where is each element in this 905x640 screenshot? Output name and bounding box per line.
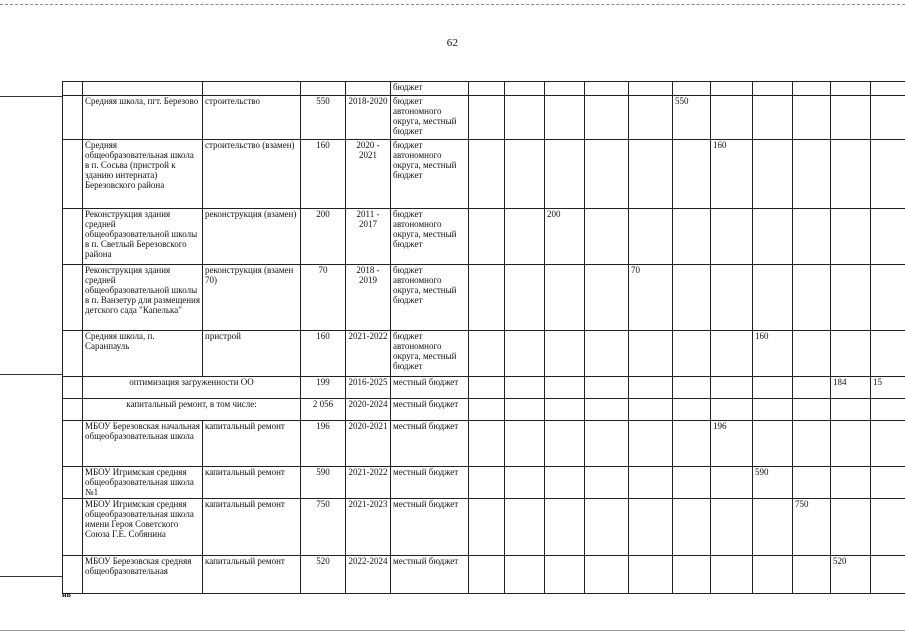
year-value	[585, 467, 629, 499]
year-value	[753, 556, 793, 594]
year-value	[673, 399, 711, 421]
left-margin-rule	[0, 374, 62, 375]
table-row	[63, 467, 905, 499]
year-value	[831, 421, 871, 467]
years: 2020 - 2021	[346, 140, 391, 209]
years: 2018-2020	[346, 96, 391, 140]
funding-source: местный бюджет	[391, 499, 469, 556]
year-value	[711, 399, 753, 421]
year-value	[711, 96, 753, 140]
year-value	[505, 331, 545, 377]
year-value	[793, 82, 831, 96]
years: 2016-2025	[346, 377, 391, 399]
section-title: оптимизация загруженности ОО	[83, 377, 301, 399]
year-value	[793, 556, 831, 594]
work-type: капитальный ремонт	[203, 467, 301, 499]
table-row	[63, 209, 905, 265]
year-value	[871, 467, 905, 499]
funding-source: бюджет автономного округа, местный бюджет	[391, 265, 469, 331]
year-value	[629, 209, 673, 265]
table-row	[63, 399, 905, 421]
year-value	[629, 467, 673, 499]
year-value	[545, 499, 585, 556]
year-value	[831, 331, 871, 377]
year-value	[629, 140, 673, 209]
year-value: 520	[831, 556, 871, 594]
capacity: 160	[301, 140, 346, 209]
year-value: 550	[673, 96, 711, 140]
year-value: 200	[545, 209, 585, 265]
year-value	[753, 209, 793, 265]
years: 2021-2022	[346, 467, 391, 499]
funding-source: бюджет автономного округа, местный бюджет	[391, 140, 469, 209]
year-value	[673, 421, 711, 467]
year-value	[545, 82, 585, 96]
work-type: пристрой	[203, 331, 301, 377]
year-value	[469, 209, 505, 265]
year-value	[793, 140, 831, 209]
year-value	[793, 96, 831, 140]
year-value	[545, 467, 585, 499]
year-value	[469, 556, 505, 594]
table-row	[63, 421, 905, 467]
funding-source: местный бюджет	[391, 399, 469, 421]
work-type: капитальный ремонт	[203, 421, 301, 467]
section-title: капитальный ремонт, в том числе:	[83, 399, 301, 421]
year-value	[505, 209, 545, 265]
year-value	[545, 331, 585, 377]
object-name: МБОУ Игримская средняя общеобразовательная школа имени Героя Советского Союза Г.Е. Собянина	[83, 499, 203, 556]
year-value	[871, 209, 905, 265]
year-value	[505, 140, 545, 209]
year-value	[673, 265, 711, 331]
year-value: 160	[753, 331, 793, 377]
year-value	[753, 399, 793, 421]
work-type: капитальный ремонт	[203, 556, 301, 594]
capacity	[301, 82, 346, 96]
year-value	[673, 556, 711, 594]
year-value	[629, 82, 673, 96]
index-cell	[63, 399, 83, 421]
year-value	[469, 140, 505, 209]
year-value	[585, 377, 629, 399]
work-type: строительство (взамен)	[203, 140, 301, 209]
page-number: 62	[446, 37, 459, 49]
table-row	[63, 140, 905, 209]
capacity: 550	[301, 96, 346, 140]
years: 2011 - 2017	[346, 209, 391, 265]
year-value	[793, 331, 831, 377]
funding-source: бюджет	[391, 82, 469, 96]
year-value	[469, 96, 505, 140]
table-row	[63, 82, 905, 96]
year-value	[753, 140, 793, 209]
funding-source: бюджет автономного округа, местный бюджет	[391, 209, 469, 265]
year-value: 590	[753, 467, 793, 499]
funding-source: местный бюджет	[391, 556, 469, 594]
year-value	[585, 499, 629, 556]
funding-source: бюджет автономного округа, местный бюджет	[391, 96, 469, 140]
object-name: МБОУ Игримская средняя общеобразовательная школа №1	[83, 467, 203, 499]
year-value: 196	[711, 421, 753, 467]
work-type: реконструкция (взамен 70)	[203, 265, 301, 331]
index-cell	[63, 209, 83, 265]
year-value	[469, 421, 505, 467]
index-cell	[63, 82, 83, 96]
object-name: Средняя общеобразовательная школа в п. Сосьва (пристрой к зданию интерната) Березовского района	[83, 140, 203, 209]
year-value	[753, 499, 793, 556]
year-value	[831, 209, 871, 265]
year-value	[545, 556, 585, 594]
capacity: 199	[301, 377, 346, 399]
year-value	[673, 140, 711, 209]
year-value	[711, 82, 753, 96]
capacity: 590	[301, 467, 346, 499]
years: 2020-2024	[346, 399, 391, 421]
year-value	[545, 265, 585, 331]
year-value	[585, 140, 629, 209]
table-row	[63, 556, 905, 594]
index-cell	[63, 96, 83, 140]
capacity: 2 056	[301, 399, 346, 421]
year-value	[831, 399, 871, 421]
object-name: Средняя школа, пгт. Березово	[83, 96, 203, 140]
year-value	[469, 399, 505, 421]
year-value	[505, 96, 545, 140]
object-name: Реконструкция здания средней общеобразовательной школы в п. Светлый Березовского района	[83, 209, 203, 265]
year-value	[585, 96, 629, 140]
capacity: 196	[301, 421, 346, 467]
index-cell	[63, 499, 83, 556]
year-value	[629, 331, 673, 377]
year-value	[711, 467, 753, 499]
capacity: 70	[301, 265, 346, 331]
object-name	[83, 82, 203, 96]
object-name: МБОУ Березовская средняя общеобразовательная	[83, 556, 203, 594]
year-value	[673, 209, 711, 265]
index-cell	[63, 140, 83, 209]
year-value: 70	[629, 265, 673, 331]
year-value	[585, 399, 629, 421]
year-value	[545, 140, 585, 209]
year-value	[753, 265, 793, 331]
years: 2022-2024	[346, 556, 391, 594]
year-value	[585, 331, 629, 377]
year-value	[711, 377, 753, 399]
table-row	[63, 265, 905, 331]
year-value	[871, 331, 905, 377]
capacity: 520	[301, 556, 346, 594]
year-value: 184	[831, 377, 871, 399]
year-value	[793, 421, 831, 467]
year-value	[469, 499, 505, 556]
year-value	[871, 399, 905, 421]
year-value	[753, 377, 793, 399]
year-value	[711, 556, 753, 594]
year-value	[673, 467, 711, 499]
work-type	[203, 82, 301, 96]
year-value	[469, 265, 505, 331]
year-value	[545, 96, 585, 140]
index-cell	[63, 331, 83, 377]
year-value	[711, 209, 753, 265]
year-value	[831, 82, 871, 96]
years: 2020-2021	[346, 421, 391, 467]
year-value	[505, 265, 545, 331]
year-value	[711, 331, 753, 377]
capacity: 200	[301, 209, 346, 265]
year-value	[629, 421, 673, 467]
left-margin-rule	[0, 576, 62, 577]
year-value	[793, 467, 831, 499]
year-value	[831, 140, 871, 209]
year-value	[831, 265, 871, 331]
footer-mark: нв	[62, 590, 71, 599]
year-value	[585, 82, 629, 96]
years: 2021-2022	[346, 331, 391, 377]
index-cell	[63, 377, 83, 399]
scan-edge-bottom	[0, 630, 905, 631]
year-value	[585, 265, 629, 331]
year-value: 160	[711, 140, 753, 209]
table-row	[63, 331, 905, 377]
year-value	[469, 331, 505, 377]
years: 2021-2023	[346, 499, 391, 556]
year-value	[871, 556, 905, 594]
year-value	[505, 467, 545, 499]
year-value	[505, 399, 545, 421]
year-value	[871, 96, 905, 140]
years	[346, 82, 391, 96]
year-value	[753, 421, 793, 467]
year-value	[871, 265, 905, 331]
year-value	[753, 82, 793, 96]
table-row	[63, 96, 905, 140]
year-value	[673, 377, 711, 399]
year-value	[831, 467, 871, 499]
year-value	[469, 377, 505, 399]
year-value	[673, 331, 711, 377]
object-name: Средняя школа, п. Саранпауль	[83, 331, 203, 377]
year-value	[545, 421, 585, 467]
table-row	[63, 499, 905, 556]
year-value	[469, 467, 505, 499]
left-margin-rule	[0, 96, 62, 97]
capacity: 750	[301, 499, 346, 556]
year-value	[673, 82, 711, 96]
year-value	[793, 209, 831, 265]
year-value	[871, 140, 905, 209]
year-value	[711, 265, 753, 331]
year-value	[753, 96, 793, 140]
year-value	[711, 499, 753, 556]
years: 2018 - 2019	[346, 265, 391, 331]
year-value	[793, 377, 831, 399]
year-value	[545, 377, 585, 399]
table-row	[63, 377, 905, 399]
index-cell	[63, 265, 83, 331]
year-value: 15	[871, 377, 905, 399]
funding-source: местный бюджет	[391, 377, 469, 399]
funding-source: местный бюджет	[391, 421, 469, 467]
year-value	[505, 556, 545, 594]
year-value	[585, 209, 629, 265]
year-value	[585, 421, 629, 467]
year-value	[505, 377, 545, 399]
work-type: капитальный ремонт	[203, 499, 301, 556]
year-value	[871, 421, 905, 467]
year-value	[629, 377, 673, 399]
year-value	[629, 556, 673, 594]
year-value	[469, 82, 505, 96]
index-cell	[63, 421, 83, 467]
year-value	[545, 399, 585, 421]
object-name: Реконструкция здания средней общеобразовательной школы в п. Ванзетур для размещения детского сада "Капелька"	[83, 265, 203, 331]
year-value	[871, 82, 905, 96]
year-value	[793, 399, 831, 421]
year-value	[505, 499, 545, 556]
year-value	[831, 96, 871, 140]
year-value	[629, 499, 673, 556]
year-value	[673, 499, 711, 556]
funding-source: бюджет автономного округа, местный бюджет	[391, 331, 469, 377]
year-value	[629, 399, 673, 421]
index-cell	[63, 556, 83, 594]
year-value	[505, 82, 545, 96]
object-name: МБОУ Березовская начальная общеобразовательная школа	[83, 421, 203, 467]
year-value	[585, 556, 629, 594]
facility-table	[62, 81, 905, 594]
year-value	[871, 499, 905, 556]
funding-source: местный бюджет	[391, 467, 469, 499]
index-cell	[63, 467, 83, 499]
work-type: реконструкция (взамен)	[203, 209, 301, 265]
capacity: 160	[301, 331, 346, 377]
scan-edge-top	[0, 4, 905, 5]
year-value	[793, 265, 831, 331]
year-value	[831, 499, 871, 556]
work-type: строительство	[203, 96, 301, 140]
year-value	[505, 421, 545, 467]
year-value	[629, 96, 673, 140]
year-value: 750	[793, 499, 831, 556]
